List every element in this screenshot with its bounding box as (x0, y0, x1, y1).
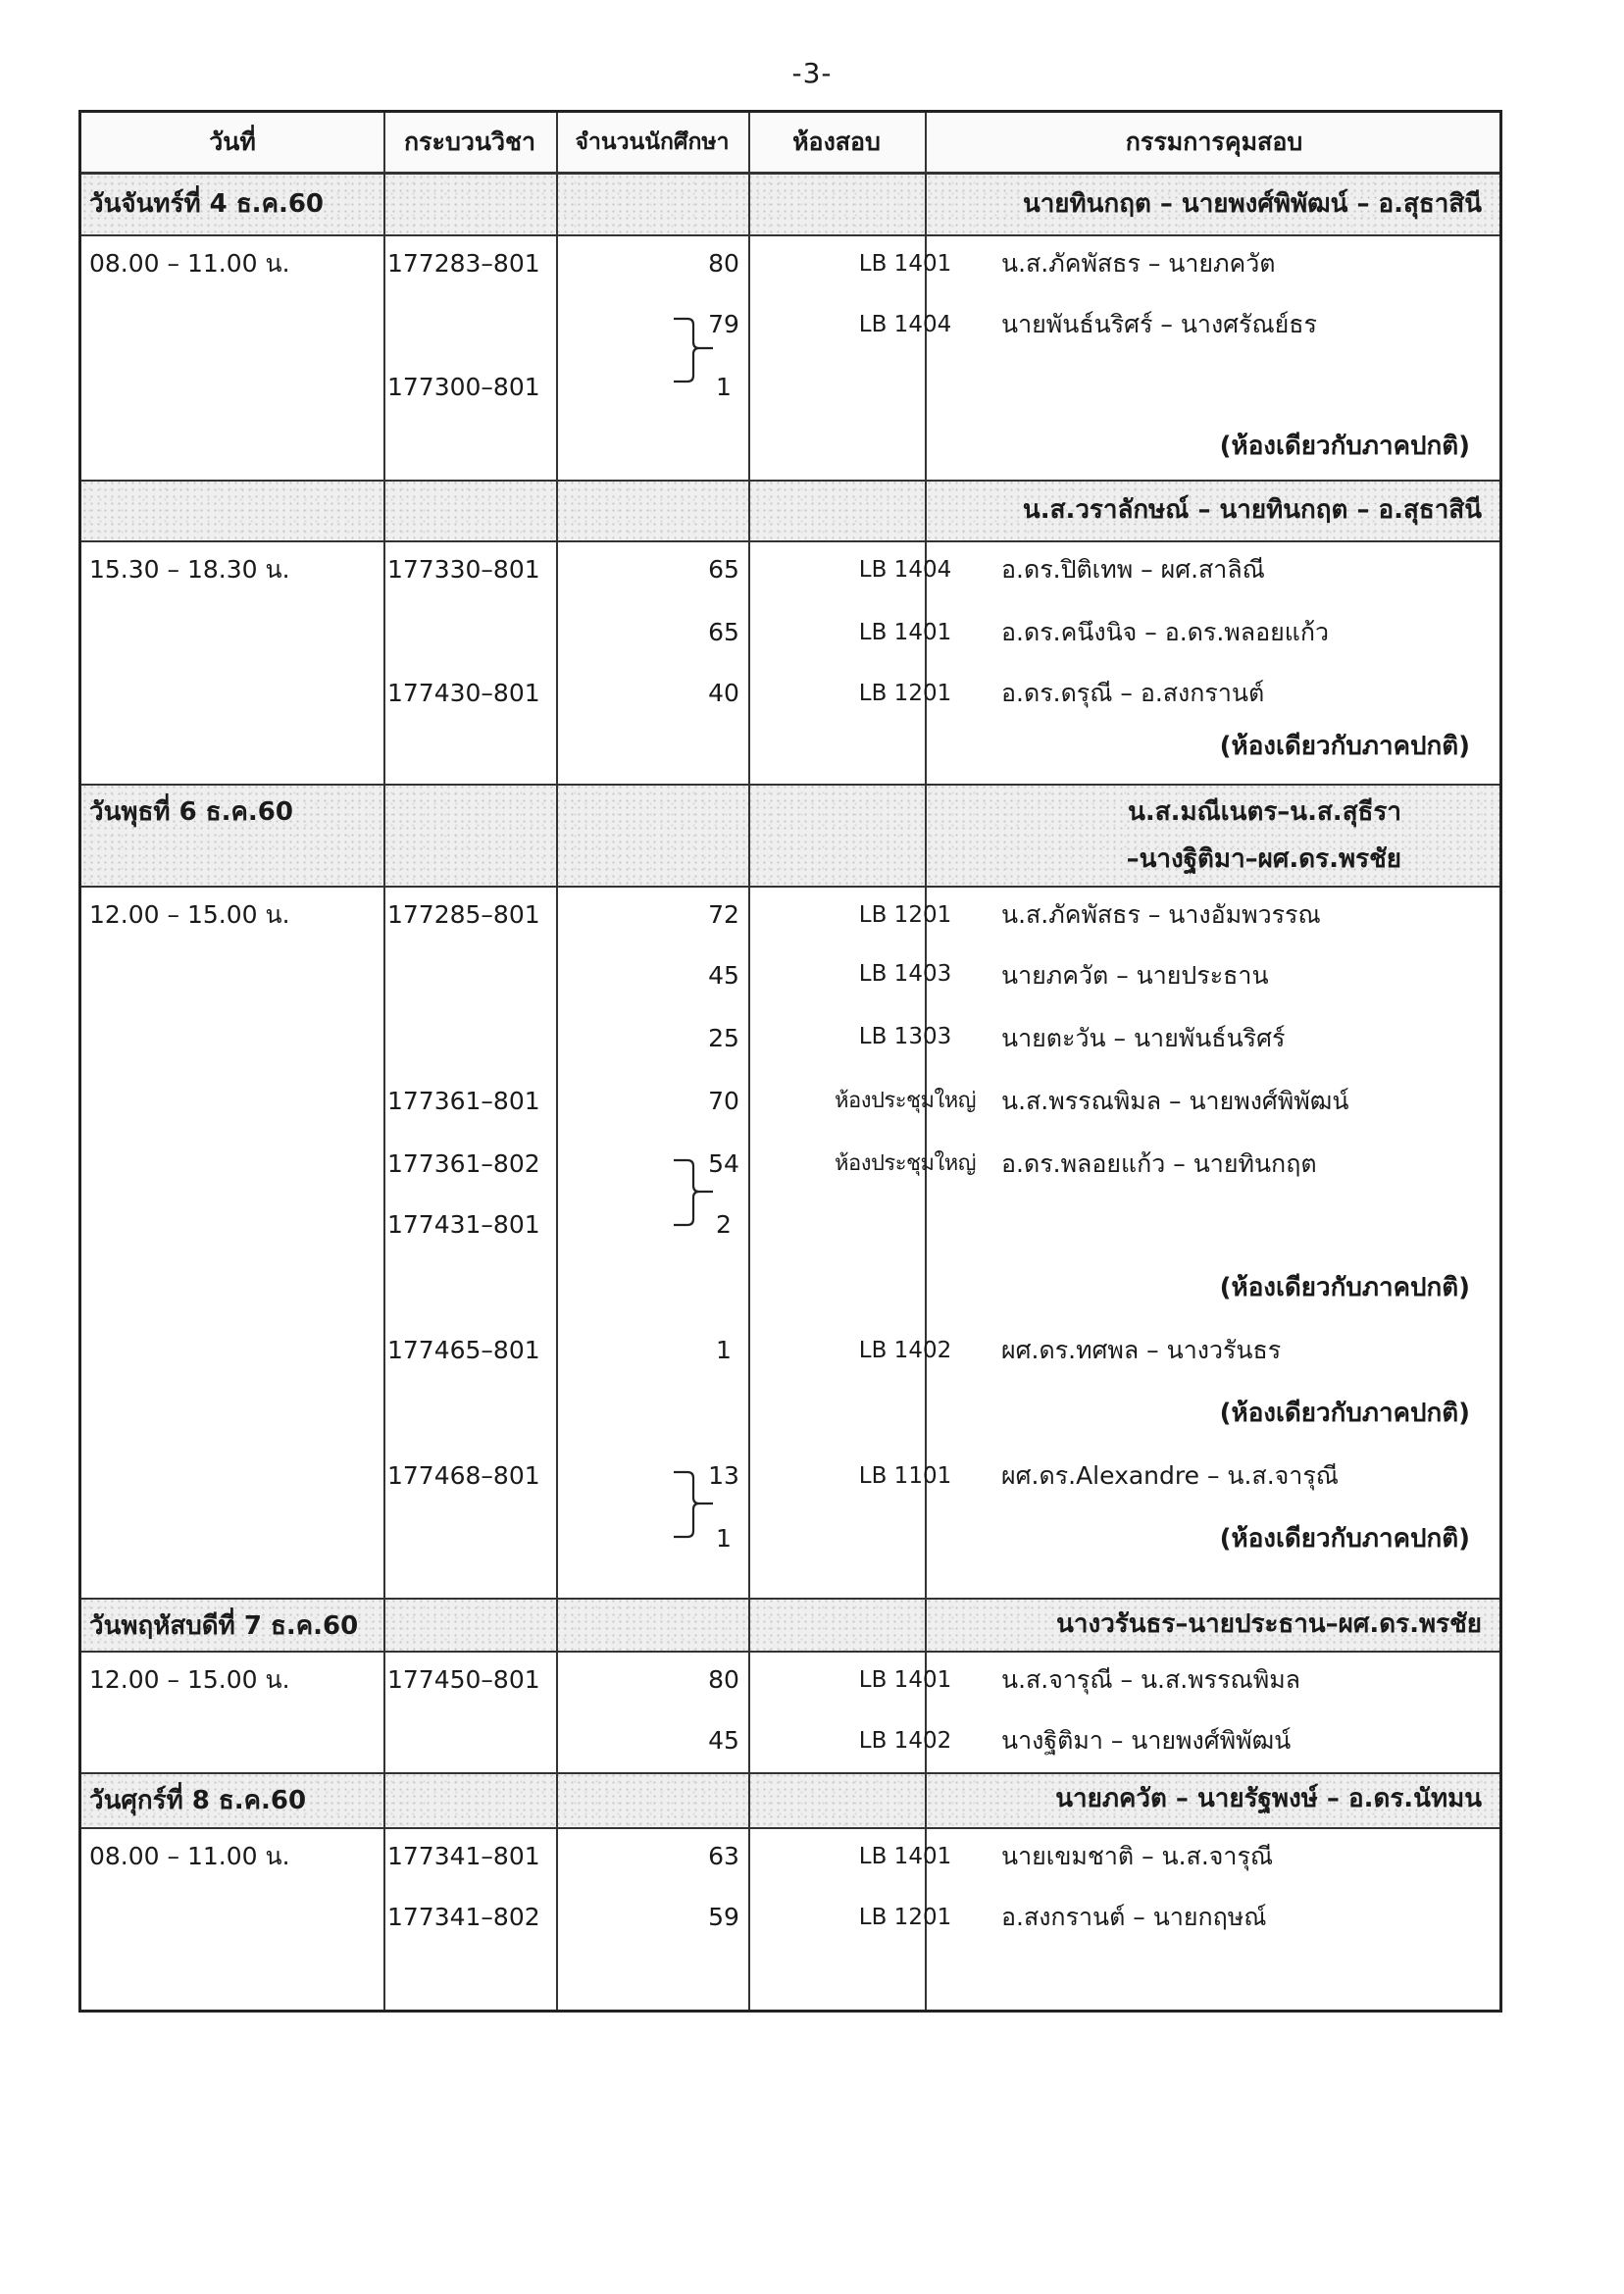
course-code: 177430–801 (387, 679, 540, 707)
page-number: -3- (791, 57, 833, 89)
student-count: 63 (708, 1842, 739, 1870)
exam-room: LB 1201 (858, 681, 952, 706)
student-count: 70 (708, 1087, 739, 1115)
exam-room: ห้องประชุมใหญ่ (835, 1151, 976, 1176)
student-count: 1 (716, 1336, 732, 1364)
row-divider (81, 886, 1499, 888)
course-code: 177468–801 (387, 1461, 540, 1490)
room-proctors: น.ส.ภัคพัสธร – นางอัมพวรรณ (1001, 900, 1321, 929)
exam-room: LB 1404 (858, 312, 952, 337)
room-proctors: นายพันธ์นริศร์ – นางศรัณย์ธร (1001, 310, 1317, 338)
day-date: วันพุธที่ 6 ธ.ค.60 (89, 797, 293, 827)
exam-room: LB 1401 (858, 251, 952, 277)
same-room-note: (ห้องเดียวกับภาคปกติ) (1219, 732, 1470, 761)
course-code: 177300–801 (387, 373, 540, 401)
student-count: 59 (708, 1903, 739, 1931)
student-count: 54 (708, 1149, 739, 1178)
exam-room: ห้องประชุมใหญ่ (835, 1089, 976, 1113)
same-room-note: (ห้องเดียวกับภาคปกติ) (1219, 432, 1470, 461)
course-code: 177361–801 (387, 1087, 540, 1115)
exam-room: LB 1401 (858, 620, 952, 645)
room-proctors: น.ส.พรรณพิมล – นายพงศ์พิพัฒน์ (1001, 1087, 1349, 1115)
exam-room: LB 1403 (858, 961, 952, 987)
day-date: วันศุกร์ที่ 8 ธ.ค.60 (89, 1786, 307, 1815)
room-proctors: ผศ.ดร.Alexandre – น.ส.จารุณี (1001, 1461, 1339, 1490)
room-proctors: อ.ดร.ปิติเทพ – ผศ.สาลิณี (1001, 555, 1265, 584)
day-proctors: นายทินกฤต – นายพงศ์พิพัฒน์ – อ.สุธาสินี (1022, 189, 1482, 219)
student-count: 65 (708, 555, 739, 584)
exam-room: LB 1404 (858, 557, 952, 583)
exam-time: 08.00 – 11.00 น. (89, 249, 290, 278)
course-code: 177341–801 (387, 1842, 540, 1870)
student-count: 79 (708, 310, 739, 338)
course-code: 177330–801 (387, 555, 540, 584)
day-date: วันพฤหัสบดีที่ 7 ธ.ค.60 (89, 1611, 359, 1641)
student-count: 80 (708, 249, 739, 278)
row-divider (81, 234, 1499, 236)
row-divider (81, 1598, 1499, 1600)
row-divider (81, 1651, 1499, 1653)
exam-room: LB 1401 (858, 1667, 952, 1693)
group-brace-icon (670, 1148, 748, 1237)
day-proctors-line2: –นางฐิติมา–ผศ.ดร.พรชัย (1126, 844, 1401, 874)
exam-room: LB 1101 (858, 1463, 952, 1489)
day-date: วันจันทร์ที่ 4 ธ.ค.60 (89, 189, 325, 219)
room-proctors: นายตะวัน – นายพันธ์นริศร์ (1001, 1024, 1286, 1052)
course-code: 177431–801 (387, 1210, 540, 1239)
student-count: 45 (708, 961, 739, 990)
room-proctors: นายภควัต – นายประธาน (1001, 961, 1269, 990)
header-course: กระบวนวิชา (403, 127, 536, 156)
row-divider (81, 1772, 1499, 1774)
row-divider (81, 1827, 1499, 1829)
header-date: วันที่ (209, 127, 256, 156)
room-proctors: นายเขมชาติ – น.ส.จารุณี (1001, 1842, 1274, 1870)
room-proctors: อ.ดร.คนึงนิจ – อ.ดร.พลอยแก้ว (1001, 618, 1330, 646)
exam-room: LB 1201 (858, 902, 952, 928)
column-divider (556, 113, 558, 2010)
day-proctors: น.ส.วราลักษณ์ – นายทินกฤต – อ.สุธาสินี (1022, 495, 1482, 525)
exam-schedule-table (78, 110, 1502, 2013)
course-code: 177285–801 (387, 900, 540, 929)
course-code: 177465–801 (387, 1336, 540, 1364)
column-divider (383, 113, 385, 2010)
row-divider (81, 480, 1499, 482)
student-count: 1 (716, 373, 732, 401)
row-divider (81, 784, 1499, 786)
exam-room: LB 1401 (858, 1844, 952, 1869)
room-proctors: อ.ดร.พลอยแก้ว – นายทินกฤต (1001, 1149, 1317, 1178)
student-count: 65 (708, 618, 739, 646)
exam-time: 12.00 – 15.00 น. (89, 900, 290, 929)
group-brace-icon (670, 309, 748, 391)
student-count: 72 (708, 900, 739, 929)
same-room-note: (ห้องเดียวกับภาคปกติ) (1219, 1399, 1470, 1428)
student-count: 13 (708, 1461, 739, 1490)
header-room: ห้องสอบ (792, 127, 881, 156)
same-room-note: (ห้องเดียวกับภาคปกติ) (1219, 1273, 1470, 1302)
exam-room: LB 1402 (858, 1728, 952, 1754)
row-divider (81, 172, 1499, 175)
exam-time: 15.30 – 18.30 น. (89, 555, 290, 584)
student-count: 25 (708, 1024, 739, 1052)
student-count: 2 (716, 1210, 732, 1239)
exam-room: LB 1402 (858, 1338, 952, 1363)
exam-time: 12.00 – 15.00 น. (89, 1665, 290, 1694)
room-proctors: ผศ.ดร.ทศพล – นางวรันธร (1001, 1336, 1282, 1364)
header-proctors: กรรมการคุมสอบ (1125, 127, 1303, 156)
group-brace-icon (670, 1460, 748, 1549)
same-room-note: (ห้องเดียวกับภาคปกติ) (1219, 1524, 1470, 1554)
exam-room: LB 1201 (858, 1905, 952, 1930)
course-code: 177361–802 (387, 1149, 540, 1178)
day-proctors: นายภควัต – นายรัฐพงษ์ – อ.ดร.นัทมน (1055, 1784, 1482, 1813)
room-proctors: อ.สงกรานต์ – นายกฤษณ์ (1001, 1903, 1267, 1931)
row-divider (81, 540, 1499, 542)
course-code: 177283–801 (387, 249, 540, 278)
table-header-row (81, 113, 1499, 172)
student-count: 45 (708, 1726, 739, 1755)
room-proctors: น.ส.ภัคพัสธร – นายภควัต (1001, 249, 1276, 278)
exam-room: LB 1303 (858, 1024, 952, 1049)
student-count: 1 (716, 1524, 732, 1553)
room-proctors: อ.ดร.ดรุณี – อ.สงกรานต์ (1001, 679, 1265, 707)
header-students: จำนวนนักศึกษา (575, 129, 730, 155)
exam-time: 08.00 – 11.00 น. (89, 1842, 290, 1870)
room-proctors: นางฐิติมา – นายพงศ์พิพัฒน์ (1001, 1726, 1292, 1755)
course-code: 177341–802 (387, 1903, 540, 1931)
student-count: 40 (708, 679, 739, 707)
room-proctors: น.ส.จารุณี – น.ส.พรรณพิมล (1001, 1665, 1300, 1694)
day-proctors-line1: น.ส.มณีเนตร–น.ส.สุธีรา (1128, 797, 1401, 827)
day-proctors: นางวรันธร–นายประธาน–ผศ.ดร.พรชัย (1056, 1609, 1482, 1639)
course-code: 177450–801 (387, 1665, 540, 1694)
student-count: 80 (708, 1665, 739, 1694)
